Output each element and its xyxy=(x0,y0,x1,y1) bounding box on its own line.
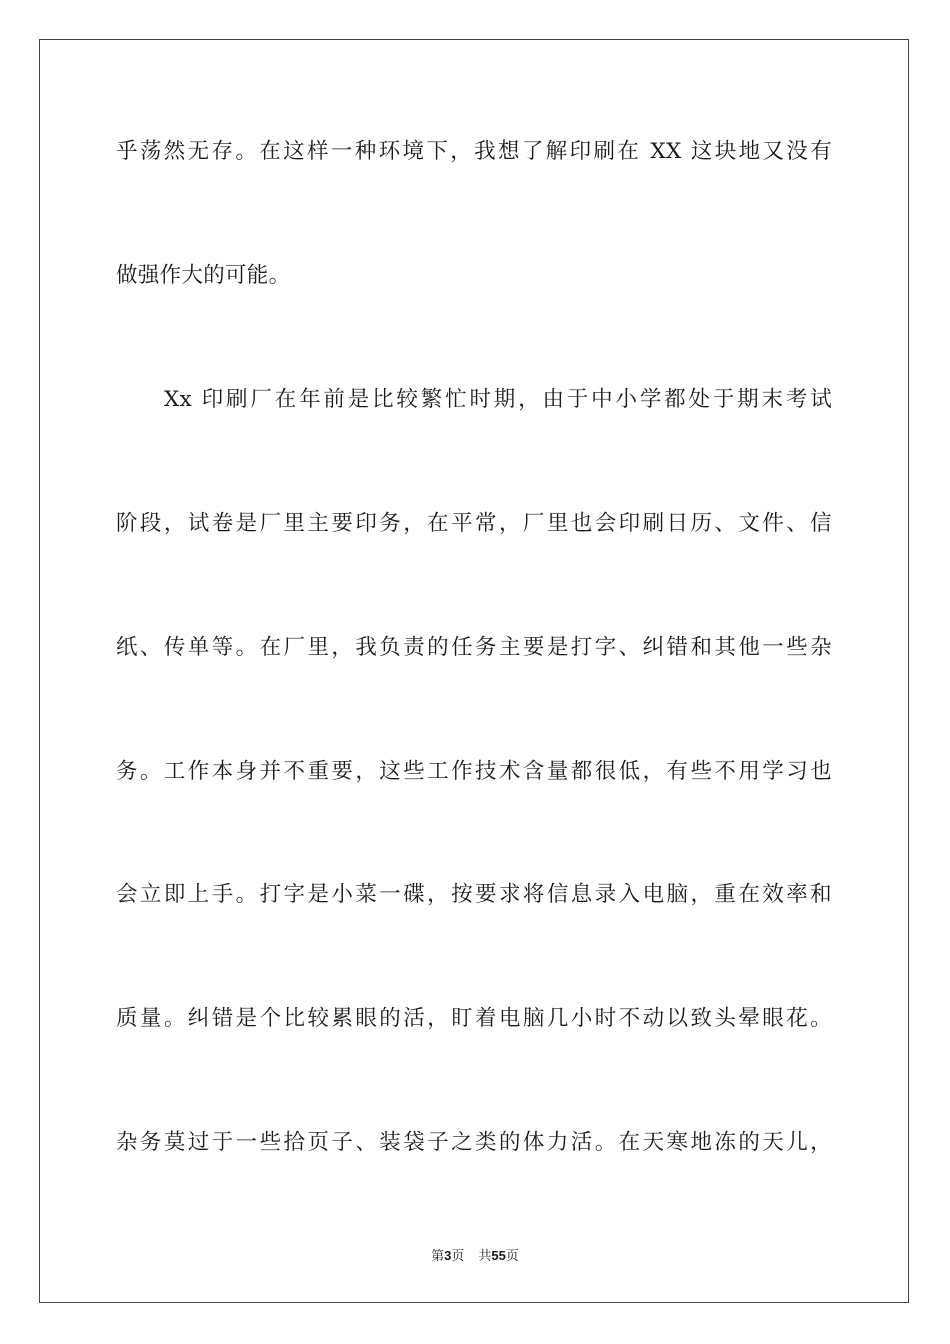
text-line-9: 杂务莫过于一些拾页子、装袋子之类的体力活。在天寒地冻的天儿， xyxy=(116,1130,832,1155)
text-line-1: 乎荡然无存。在这样一种环境下，我想了解印刷在 XX 这块地又没有 xyxy=(116,139,832,164)
text-line-7: 会立即上手。打字是小菜一碟，按要求将信息录入电脑，重在效率和 xyxy=(116,882,832,907)
total-suffix: 页 xyxy=(505,1249,519,1264)
page-prefix: 第 xyxy=(431,1249,445,1264)
page-suffix: 页 xyxy=(451,1249,465,1264)
text-line-5: 纸、传单等。在厂里，我负责的任务主要是打字、纠错和其他一些杂 xyxy=(116,635,832,660)
page-number: 3 xyxy=(444,1248,452,1263)
text-line-4: 阶段，试卷是厂里主要印务，在平常，厂里也会印刷日历、文件、信 xyxy=(116,511,832,536)
text-line-6: 务。工作本身并不重要，这些工作技术含量都很低，有些不用学习也 xyxy=(116,759,832,784)
text-line-3: Xx 印刷厂在年前是比较繁忙时期，由于中小学都处于期末考试 xyxy=(164,387,832,412)
total-prefix: 共 xyxy=(478,1249,492,1264)
page-border xyxy=(39,39,909,1303)
total-pages: 55 xyxy=(491,1248,506,1263)
text-line-2: 做强作大的可能。 xyxy=(116,263,291,288)
page-footer xyxy=(0,1247,950,1266)
text-line-8: 质量。纠错是个比较累眼的活，盯着电脑几小时不动以致头晕眼花。 xyxy=(116,1006,832,1031)
